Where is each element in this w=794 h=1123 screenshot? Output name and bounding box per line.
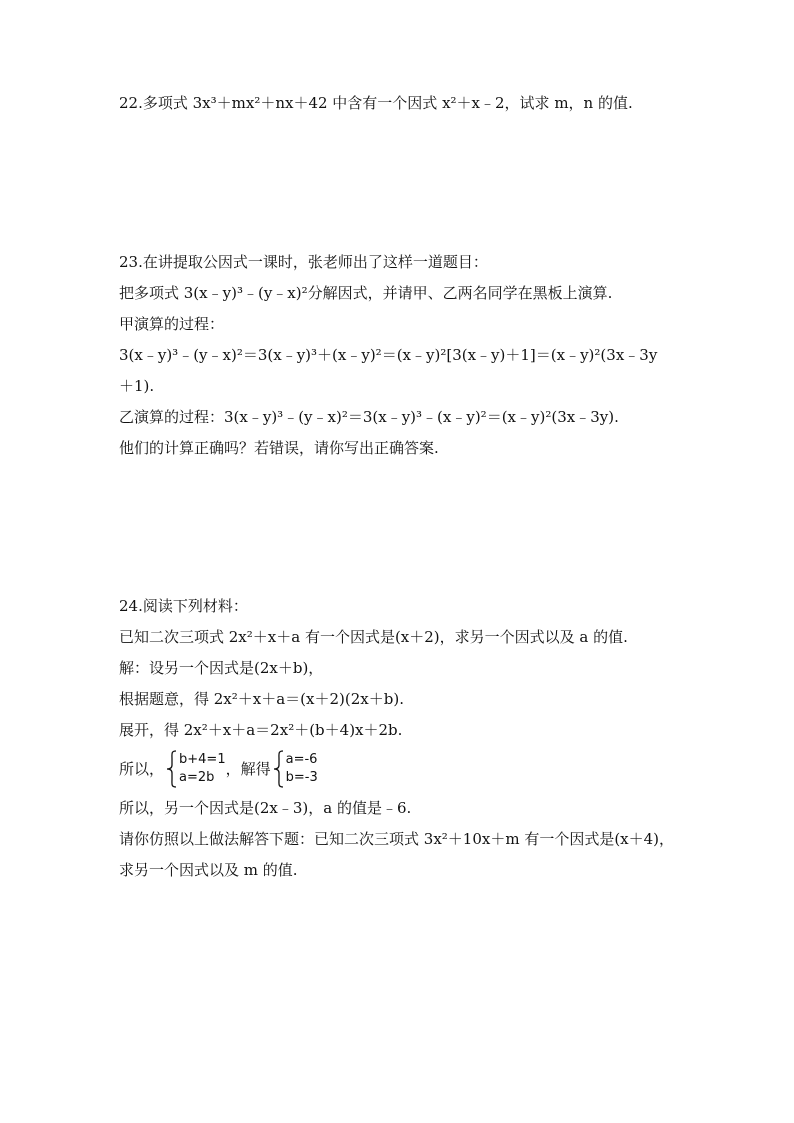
solution-step1: 解：设另一个因式是(2x＋b)，	[119, 659, 324, 677]
solution-step3: 展开，得 2x²＋x＋a＝2x²＋(b＋4)x＋2b.	[119, 721, 403, 739]
question-24-title: 24.阅读下列材料：	[119, 597, 248, 615]
material-statement: 已知二次三项式 2x²＋x＋a 有一个因式是(x＋2)，求另一个因式以及 a 的值.	[119, 628, 628, 646]
system1-eq2: a=2b	[179, 770, 215, 785]
systems-prefix: 所以，	[119, 760, 165, 778]
solution-conclusion: 所以，另一个因式是(2x﹣3)，a 的值是﹣6.	[119, 799, 412, 817]
equation-system-2	[286, 751, 318, 787]
solution-step2: 根据题意，得 2x²＋x＋a＝(x＋2)(2x＋b).	[119, 690, 404, 708]
question-23-title: 23.在讲提取公因式一课时，张老师出了这样一道题目：	[119, 253, 488, 271]
question-22: 22.多项式 3x³＋mx²＋nx＋42 中含有一个因式 x²＋x﹣2，试求 m，n 的值.	[119, 94, 633, 112]
left-brace-icon	[166, 750, 178, 788]
system2-eq1: a=-6	[285, 752, 318, 767]
system1-eq1: b+4=1	[179, 752, 226, 767]
jia-process-line2: ＋1).	[119, 377, 155, 395]
equation-system-1	[179, 751, 226, 787]
question-23-ask: 他们的计算正确吗？若错误，请你写出正确答案.	[119, 439, 439, 457]
question-23-prompt: 把多项式 3(x﹣y)³﹣(y﹣x)²分解因式，并请甲、乙两名同学在黑板上演算.	[119, 284, 613, 302]
exercise-prompt-line2: 求另一个因式以及 m 的值.	[119, 861, 298, 879]
jia-process-label: 甲演算的过程：	[119, 315, 225, 333]
equation-systems-line	[119, 750, 318, 790]
system2-eq2: b=-3	[285, 770, 318, 785]
yi-process: 乙演算的过程：3(x﹣y)³﹣(y﹣x)²＝3(x﹣y)³﹣(x﹣y)²＝(x﹣y)²(3x﹣3y).	[119, 408, 619, 426]
exercise-prompt-line1: 请你仿照以上做法解答下题：已知二次三项式 3x²＋10x＋m 有一个因式是(x＋4)，	[119, 830, 675, 848]
jia-process-line1: 3(x﹣y)³﹣(y﹣x)²＝3(x﹣y)³＋(x﹣y)²＝(x﹣y)²[3(x﹣y)＋1]＝(x﹣y)²(3x﹣3y	[119, 346, 658, 364]
systems-mid: ，解得	[225, 760, 271, 778]
left-brace-icon	[273, 750, 285, 788]
